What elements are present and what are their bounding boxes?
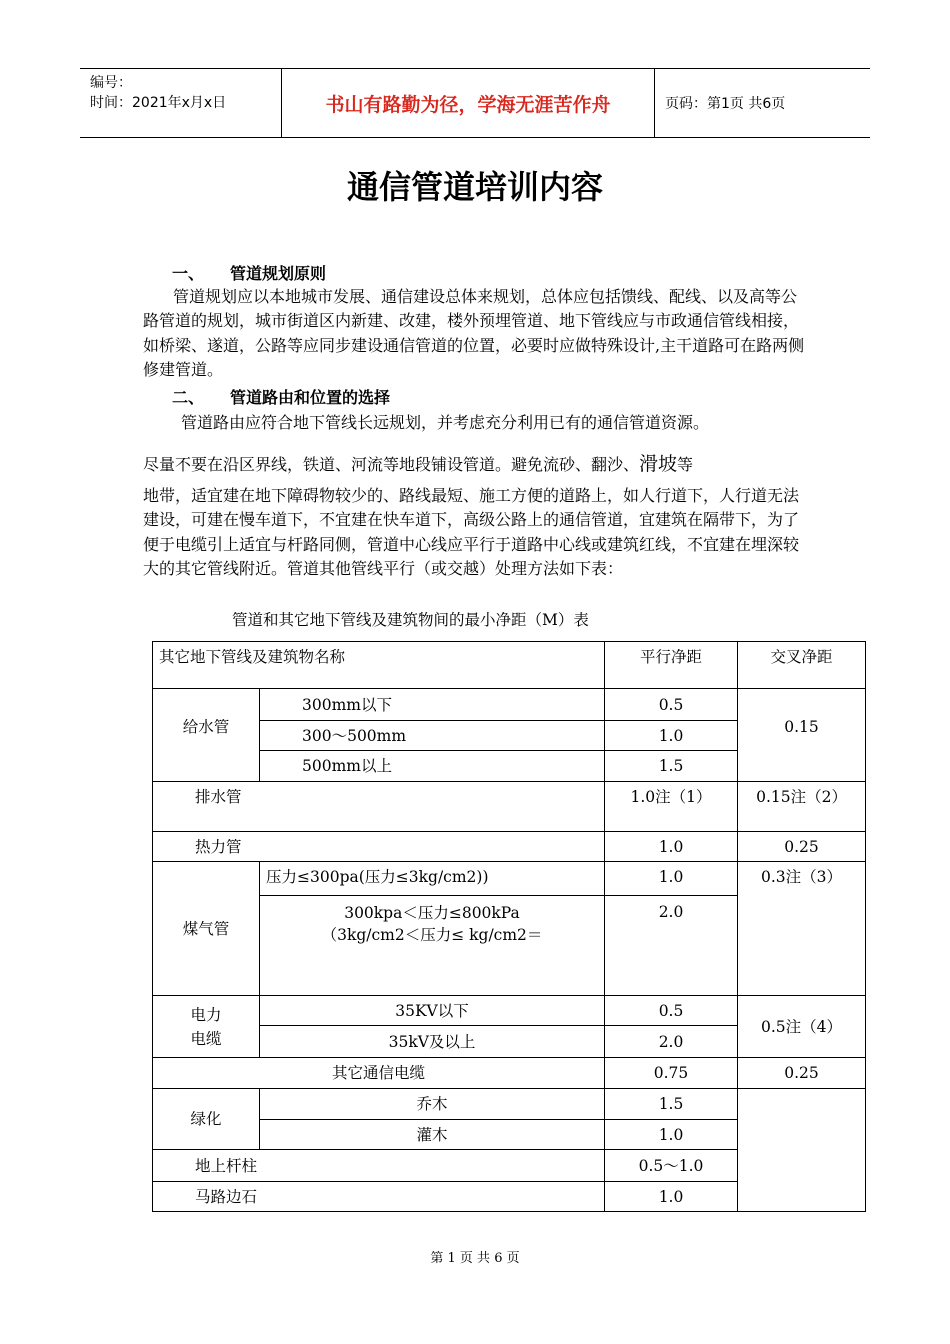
header-motto: 书山有路勤为径，学海无涯苦作舟 [325,93,611,116]
row-group-green: 绿化 [153,1089,260,1150]
row-name-curb: 马路边石 [153,1182,605,1212]
row-group-line: 电力 [190,1005,222,1024]
document-header [80,68,870,138]
sub-item-line: 300kpa＜压力≤800kPa [344,904,520,922]
header-cell-cross: 交叉净距 [738,642,866,689]
page-footer: 第 1 页 共 6 页 [430,1251,520,1266]
parallel-value: 1.0 [605,1182,738,1212]
parallel-value: 1.0 [605,862,738,896]
sub-item-line: （3kg/cm2＜压力≤ kg/cm2＝ [321,926,543,944]
parallel-value: 1.0 [605,832,738,862]
row-name-heat: 热力管 [153,832,605,862]
table-row [153,1058,866,1089]
row-name-drain: 排水管 [153,782,605,832]
parallel-value: 0.5～1.0 [605,1150,738,1182]
cross-value: 0.25 [738,832,866,862]
cross-value: 0.15 [738,689,866,782]
parallel-value: 0.5 [605,689,738,721]
header-meta [90,73,280,113]
parallel-value: 2.0 [605,896,738,996]
row-name-pole: 地上杆柱 [153,1150,605,1182]
sub-item: 乔木 [260,1089,605,1120]
header-divider [654,69,655,137]
section-2-body: 地带，适宜建在地下障碍物较少的、路线最短、施工方便的道路上，如人行道下，人行道无法建设，可建在慢车道下，不宜建在快车道下，高级公路上的通信管道，宜建筑在隔带下，为了便于电缆引上适宜与杆路同侧，管道中心线应平行于道路中心线或建筑红线，不宜建在埋深较大的其它管线附近。管道其他管线平行（或交越）处理方法如下表： [143,486,800,578]
table-row [153,689,866,721]
parallel-value: 0.75 [605,1058,738,1089]
clearance-table [152,641,866,1212]
table-caption: 管道和其它地下管线及建筑物间的最小净距（M）表 [232,611,589,629]
header-time: 时间：2021年x月x日 [90,95,227,111]
text-run: 尽量不要在沿区界线，铁道、河流等地段铺设管道。避免流砂、翻沙、 [143,455,640,474]
cross-value: 0.3注（3） [738,862,866,996]
cross-value: 0.15注（2） [738,782,866,832]
parallel-value: 1.5 [605,1089,738,1120]
table-row [153,1089,866,1120]
row-name-telecom: 其它通信电缆 [153,1058,605,1089]
header-cell-name: 其它地下管线及建筑物名称 [153,642,605,689]
text-run-large: 滑坡 [639,453,678,475]
sub-item: 500mm以上 [260,751,605,782]
parallel-value: 1.5 [605,751,738,782]
sub-item-multiline [260,896,605,996]
table-row [153,832,866,862]
page-title: 通信管道培训内容 [346,168,603,206]
sub-item: 35KV以下 [260,996,605,1026]
parallel-value: 0.5 [605,996,738,1026]
header-page-info: 页码：第1页 共6页 [665,96,786,112]
row-group-gas: 煤气管 [153,862,260,996]
section-heading-1 [172,261,326,284]
header-number: 编号： [90,75,132,91]
parallel-value: 1.0 [605,721,738,751]
section-2-line-1: 管道路由应符合地下管线长远规划，并考虑充分利用已有的通信管道资源。 [181,413,710,432]
cross-value: 0.25 [738,1058,866,1089]
row-group-line: 电缆 [190,1029,222,1048]
empty-cell [738,1089,866,1212]
table-row [153,996,866,1026]
parallel-value: 2.0 [605,1026,738,1058]
section-number: 一、 [172,264,205,283]
row-group-power [153,996,260,1058]
header-cell-parallel: 平行净距 [605,642,738,689]
sub-item: 300mm以下 [260,689,605,721]
text-run: 等 [677,455,694,474]
parallel-value: 1.0注（1） [605,782,738,832]
table-row [153,782,866,832]
sub-item: 300～500mm [260,721,605,751]
parallel-value: 1.0 [605,1120,738,1150]
section-title: 管道路由和位置的选择 [230,388,391,407]
row-group-water: 给水管 [153,689,260,782]
sub-item: 压力≤300pa(压力≤3kg/cm2)) [260,862,605,896]
table-header-row [153,642,866,689]
section-heading-2 [172,385,390,408]
section-title: 管道规划原则 [230,264,327,283]
sub-item: 灌木 [260,1120,605,1150]
cross-value: 0.5注（4） [738,996,866,1058]
section-1-body: 管道规划应以本地城市发展、通信建设总体来规划，总体应包括馈线、配线、以及高等公路管道的规划，城市街道区内新建、改建，楼外预埋管道、地下管线应与市政通信管线相接，如桥梁、遂道，公路等应同步建设通信管道的位置，必要时应做特殊设计,主干道路可在路两侧修建管道。 [143,287,805,379]
table-row [153,862,866,896]
section-number: 二、 [172,388,205,407]
sub-item: 35kV及以上 [260,1026,605,1058]
section-2-line-2 [143,449,693,476]
